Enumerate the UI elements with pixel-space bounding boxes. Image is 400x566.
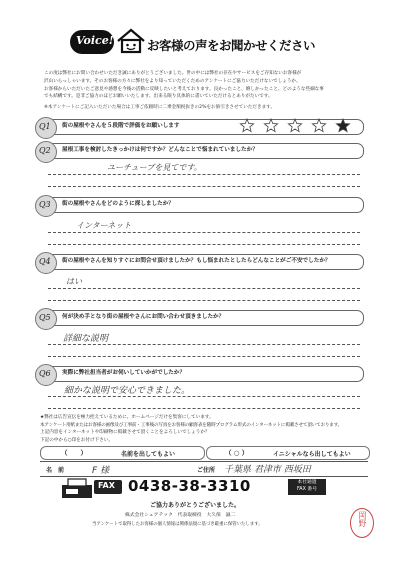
rating-stars[interactable] bbox=[237, 118, 357, 134]
consent-label: イニシャルなら出してもよい bbox=[273, 451, 351, 458]
fax-side-badge: 本社通過 FAX 番号 bbox=[288, 479, 326, 495]
question-text: 街の屋根やさんを５段階で評価をお願いします bbox=[62, 123, 180, 129]
consent-option-initial[interactable] bbox=[206, 446, 370, 460]
answer-q5: 詳細な説明 bbox=[63, 334, 109, 344]
question-2 bbox=[37, 143, 364, 159]
star-icon[interactable] bbox=[264, 119, 277, 132]
footer-note: 本アンケート用紙またはお客様の画像及び工事前・工事後の写真をお客様の顧客表を随時プログラム形式のインターネットに掲載させて頂いております。 bbox=[40, 422, 343, 428]
question-3 bbox=[37, 197, 364, 213]
discount-note: ※本アンケートにご記入いただいた場合は工事ご依頼時に二乗金額税抜きの2%をお値引きさせていただきます。 bbox=[44, 105, 275, 110]
name-address-row bbox=[40, 461, 368, 477]
approval-stamp: 岡野 bbox=[350, 508, 374, 538]
privacy-text: 当アンケートで取得したお客様の個人情報は関係法規に基づき厳重に保管いたします。 bbox=[92, 522, 263, 527]
fax-block bbox=[60, 478, 345, 498]
star-rating-icon bbox=[237, 118, 357, 134]
question-number: Q2 bbox=[35, 141, 57, 163]
header bbox=[70, 26, 330, 66]
answer-q4: はい bbox=[66, 277, 82, 286]
thanks-text: ご協力ありがとうございました。 bbox=[150, 502, 241, 509]
intro-line: でも結構です。是非ご協力のほどお願いいたします。出来る限り具体的に書いていただけるとありがたいです。 bbox=[44, 94, 273, 100]
footer-notes bbox=[40, 414, 368, 444]
question-number: Q6 bbox=[35, 364, 57, 386]
name-label: 名 前 bbox=[46, 467, 65, 474]
address-value: 千葉県 君津市 西坂田 bbox=[224, 465, 311, 475]
consent-mark: （ ○ ） bbox=[225, 449, 249, 457]
consent-label: 名前を出してもよい bbox=[121, 451, 176, 458]
star-selected-icon[interactable] bbox=[336, 119, 349, 132]
answer-line bbox=[48, 396, 360, 397]
answer-line bbox=[48, 244, 360, 245]
question-number: Q3 bbox=[35, 195, 57, 217]
footer-note: 下記の中から○印をお付け下さい。 bbox=[40, 437, 113, 443]
answer-line bbox=[48, 186, 360, 187]
answer-q2: ユーチューブを見てです。 bbox=[107, 163, 202, 172]
question-text: 屋根工事を検討したきっかけは何ですか？どんなことで悩まれていましたか？ bbox=[62, 147, 258, 153]
answer-line bbox=[48, 356, 360, 357]
question-number: Q5 bbox=[35, 308, 57, 330]
company-text: 株式会社シュアテック 代表取締役 大久保 誠二 bbox=[125, 513, 236, 518]
consent-mark: （ ） bbox=[61, 449, 87, 457]
star-icon[interactable] bbox=[240, 119, 253, 132]
star-icon[interactable] bbox=[312, 119, 325, 132]
voice-badge bbox=[70, 30, 114, 54]
consent-option-name[interactable] bbox=[40, 446, 205, 460]
answer-line bbox=[48, 300, 360, 301]
question-text: 実際に弊社担当者がお伺いしていかがでしたか？ bbox=[62, 370, 186, 376]
footer-note: ★弊社は広告宣伝を極力控えているために、ホームページだけを集客にしています。 bbox=[40, 415, 214, 420]
voice-label: Voice! bbox=[76, 34, 114, 47]
fax-label-badge: FAX bbox=[94, 480, 122, 494]
intro-line: この度は弊社にお問い合わせいただき誠にありがとうございました。世の中には弊社の存在やサービスをご存知ないお客様が bbox=[44, 71, 302, 76]
answer-line bbox=[48, 344, 360, 345]
answer-q3: インターネット bbox=[76, 221, 132, 230]
fax-number: 0438-38-3310 bbox=[128, 477, 251, 495]
answer-line bbox=[48, 408, 360, 409]
footer-note: 上記内容をインターネットや印刷物に掲載させて頂くことをよろしいでしょうか？ bbox=[40, 430, 210, 436]
question-number: Q4 bbox=[35, 252, 57, 274]
intro-text bbox=[44, 70, 366, 101]
question-number: Q1 bbox=[35, 117, 57, 139]
answer-line bbox=[48, 288, 360, 289]
answer-line bbox=[48, 232, 360, 233]
intro-line: お客様からいただいたご意見や感想を今後の活動に反映したいと考えております。良かったこと、嬉しかったこと、どのような些細な事 bbox=[44, 86, 324, 92]
star-icon[interactable] bbox=[288, 119, 301, 132]
question-text: 街の屋根やさんを知りすぐにお問合せ頂けましたか？もし悩まれたとしたらどんなことがご不安でしたか？ bbox=[62, 258, 331, 264]
intro-line: 沢山いらっしゃいます。そのお客様の方々に弊社をより知っていただくためのアンケートにご協力いただけないでしょうか。 bbox=[44, 78, 301, 84]
answer-q6: 細かな説明で安心できました。 bbox=[64, 386, 191, 396]
question-5 bbox=[37, 310, 364, 326]
address-label: ご住所 bbox=[197, 467, 216, 474]
question-6 bbox=[37, 366, 364, 382]
question-text: 街の屋根やさんをどのように探しましたか？ bbox=[62, 201, 174, 207]
page-title: お客様の声をお聞かせください bbox=[147, 38, 316, 53]
question-text: 何が決め手となり街の屋根やさんにお問い合わせ頂きましたか？ bbox=[62, 314, 225, 320]
answer-line bbox=[48, 174, 360, 175]
house-icon bbox=[116, 28, 146, 54]
name-value: F 様 bbox=[92, 466, 110, 476]
question-4 bbox=[37, 254, 364, 270]
